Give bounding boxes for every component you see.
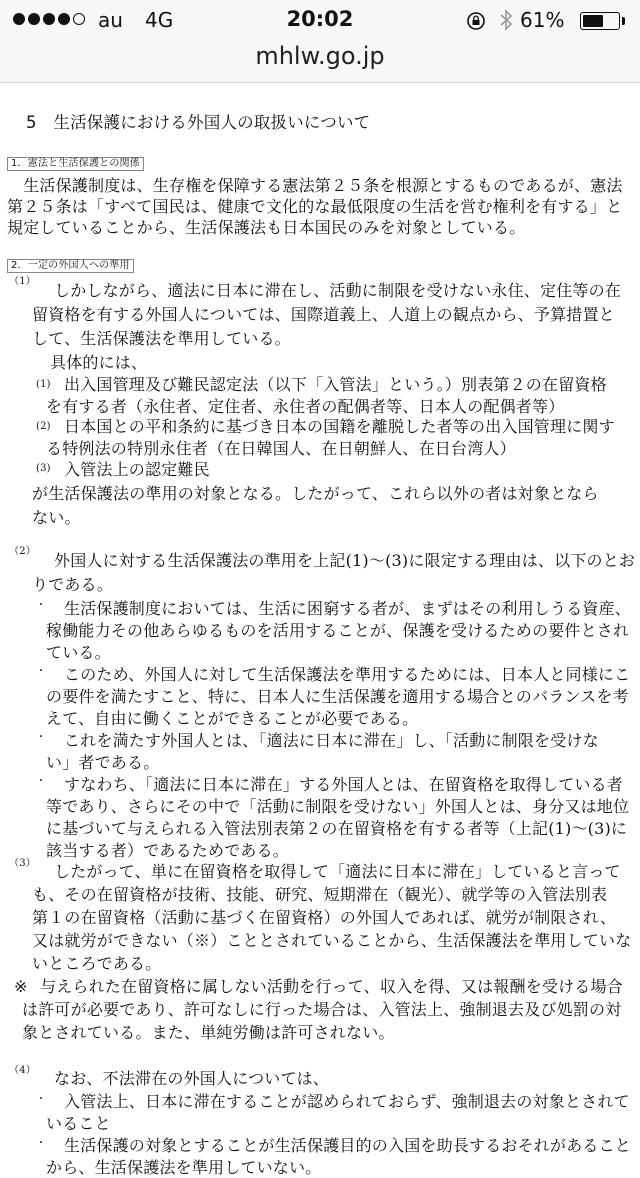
bluetooth-icon: [499, 8, 513, 37]
text-line: ない。: [32, 508, 81, 527]
text-line: の要件を満たすこと、特に、日本人に生活保護を適用する場合とのバランスを考: [46, 687, 629, 706]
text-line: 生活保護の対象とすることが生活保護目的の入国を助長するおそれがあること: [64, 1136, 632, 1155]
section-label: 2．一定の外国人への準用: [7, 259, 134, 273]
list-item: 日本国との平和条約に基づき日本の国籍を離脱した者等の出入国管理に関す: [64, 417, 615, 436]
text-line: 第２５条は「すべて国民は、健康で文化的な最低限度の生活を営む権利を有する」と: [7, 197, 623, 216]
text-line: 外国人に対する生活保護法の準用を上記(1)〜(3)に限定する理由は、以下のとお: [54, 551, 636, 570]
text-line: 生活保護制度は、生存権を保障する憲法第２５条を根源とするものであるが、憲法: [7, 176, 623, 195]
text-line: えて、自由に働くことができることが必要である。: [46, 709, 419, 728]
text-line: 生活保護制度においては、生活に困窮する者が、まずはその利用しうる資産、: [64, 599, 632, 618]
text-line: ている。: [46, 643, 111, 662]
carrier-name: au: [98, 8, 123, 32]
text-line: すなわち、「適法に日本に滞在」する外国人とは、在留資格を取得している者: [64, 775, 624, 794]
text-line: に基づいて与えられる入管法別表第２の在留資格を有する者等（上記(1)〜(3)に: [46, 819, 628, 838]
text-line: は許可が必要であり、許可なしに行った場合は、入管法上、強制退去及び処罰の対: [22, 1000, 622, 1019]
browser-chrome: [0, 0, 640, 83]
bullet-marker: ・: [36, 600, 47, 611]
list-item: 入管法上の認定難民: [64, 460, 210, 479]
status-bar: [0, 0, 640, 40]
text-line: いること: [46, 1114, 111, 1133]
text-line: 象とされている。また、単純労働は許可されない。: [22, 1023, 395, 1042]
text-line: い」者である。: [46, 753, 160, 772]
list-marker: (3): [36, 463, 51, 474]
text-line: 与えられた在留資格に属しない活動を行って、収入を得、又は報酬を受ける場合: [40, 977, 623, 996]
bullet-marker: ・: [36, 776, 47, 787]
list-marker: (1): [36, 379, 51, 390]
text-line: が生活保護法の準用の対象となる。したがって、これら以外の者は対象となら: [32, 484, 599, 503]
status-time: 20:02: [286, 7, 354, 31]
network-type: 4G: [145, 8, 174, 32]
battery-icon: [580, 12, 620, 30]
page-title: 5 生活保護における外国人の取扱いについて: [26, 113, 371, 132]
text-line: から、生活保護法を準用していない。: [46, 1158, 322, 1177]
paragraph-marker: （3）: [9, 858, 36, 869]
text-line: 又は就労ができない（※）こととされていることから、生活保護法を準用していな: [32, 931, 632, 950]
bullet-marker: ・: [36, 666, 47, 677]
text-line: 留資格を有する外国人については、国際道義上、人道上の観点から、予算措置と: [32, 305, 615, 324]
text-line: しかしながら、適法に日本に滞在し、活動に制限を受けない永住、定住等の在: [54, 281, 622, 300]
text-line: 等であり、さらにその中で「活動に制限を受けない」外国人とは、身分又は地位: [46, 797, 630, 816]
text-line: 該当する者）であるためである。: [46, 841, 290, 860]
text-line: 第１の在留資格（活動に基づく在留資格）の外国人であれば、就労が制限され、: [32, 908, 617, 927]
bullet-marker: ・: [36, 732, 47, 743]
text-line: 入管法上、日本に滞在することが認められておらず、強制退去の対象とされて: [64, 1092, 630, 1111]
text-line: このため、外国人に対して生活保護法を準用するためには、日本人と同様にこ: [64, 665, 631, 684]
list-marker: (2): [36, 421, 51, 432]
document-body: [0, 82, 640, 1177]
text-line: いところである。: [32, 954, 162, 973]
list-item: 出入国管理及び難民認定法（以下「入管法」という。）別表第２の在留資格: [64, 375, 607, 394]
list-item: る特例法の特別永住者（在日韓国人、在日朝鮮人、在日台湾人）: [46, 439, 516, 458]
battery-terminal: [622, 17, 625, 25]
text-line: して、生活保護法を準用している。: [32, 329, 291, 348]
address-bar[interactable]: mhlw.go.jp: [255, 42, 385, 70]
text-line: 稼働能力その他あらゆるものを活用することが、保護を受けるための要件とされ: [46, 621, 630, 640]
text-line: これを満たす外国人とは、「適法に日本に滞在」し、「活動に制限を受けな: [64, 731, 599, 750]
rotation-lock-icon: [465, 11, 487, 36]
text-line: りである。: [32, 575, 114, 594]
section-label: 1．憲法と生活保護との関係: [7, 157, 144, 171]
note-marker: ※: [14, 977, 28, 996]
text-line: 規定していることから、生活保護法も日本国民のみを対象としている。: [7, 218, 526, 237]
text-line: なお、不法滞在の外国人については、: [54, 1069, 330, 1088]
bullet-marker: ・: [36, 1094, 47, 1105]
paragraph-marker: （4）: [9, 1065, 36, 1076]
text-line: も、その在留資格が技術、技能、研究、短期滞在（観光）、就学等の入管法別表: [32, 885, 608, 904]
battery-level-fill: [583, 15, 603, 27]
paragraph-marker: （1）: [9, 276, 36, 287]
list-item: を有する者（永住者、定住者、永住者の配偶者等、日本人の配偶者等）: [46, 397, 565, 416]
text-line: したがって、単に在留資格を取得して「適法に日本に滞在」していると言って: [54, 862, 621, 881]
battery-percent: 61%: [520, 8, 565, 32]
paragraph-marker: （2）: [9, 546, 36, 557]
bullet-marker: ・: [36, 1138, 47, 1149]
text-line: 具体的には、: [50, 353, 148, 372]
